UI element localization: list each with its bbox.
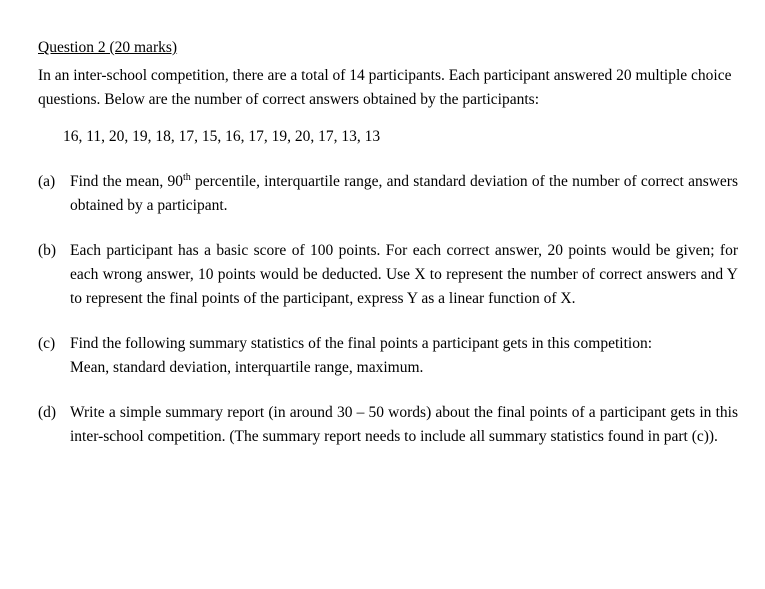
part-c-line1: Find the following summary statistics of the final points a participant gets in this competition: xyxy=(70,335,653,352)
part-b-label: (b) xyxy=(38,242,57,259)
part-d-text: Write a simple summary report (in around 30 – 50 words) about the final points of a participant gets in this inter-school competition. (The summary report needs to include all summary statistics found in part (c)). xyxy=(70,404,738,445)
part-d-label: (d) xyxy=(38,404,57,421)
data-values: 16, 11, 20, 19, 18, 17, 15, 16, 17, 19, 20, 17, 13, 13 xyxy=(63,128,381,145)
part-a-label: (a) xyxy=(38,173,56,190)
part-a-text: Find the mean, 90th percentile, interquartile range, and standard deviation of the number of correct answers obtained by a participant. xyxy=(70,171,738,214)
part-b xyxy=(38,239,738,311)
question-title: Question 2 (20 marks) xyxy=(38,39,178,56)
part-c-line2: Mean, standard deviation, interquartile range, maximum. xyxy=(70,359,424,376)
part-c-text xyxy=(70,332,738,380)
part-d xyxy=(38,401,738,449)
part-b-text: Each participant has a basic score of 100 points. For each correct answer, 20 points would be given; for each wrong answer, 10 points would be deducted. Use X to represent the number of correct answers and Y to represent the final points of the participant, express Y as a linear function of X. xyxy=(70,242,738,307)
part-c-label: (c) xyxy=(38,335,56,352)
part-c xyxy=(38,332,738,380)
question-intro: In an inter-school competition, there are a total of 14 participants. Each participant answered 20 multiple choice questions. Below are the number of correct answers obtained by the participants: xyxy=(38,67,732,108)
superscript-th: th xyxy=(182,171,191,183)
part-a xyxy=(38,170,738,218)
question-document xyxy=(38,38,738,449)
